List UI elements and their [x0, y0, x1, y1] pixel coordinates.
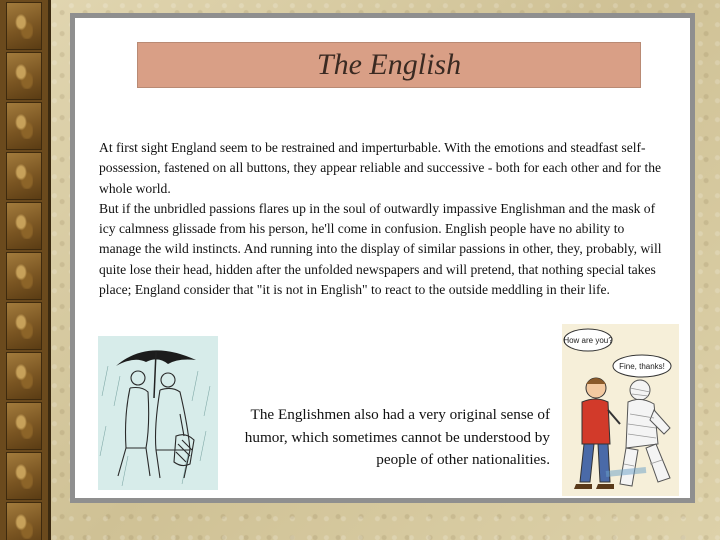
umbrella-couple-illustration: [98, 336, 218, 490]
body-paragraph-2: But if the unbridled passions flares up in the soul of outwardly impassive Englishman and the mask of icy calmness glissade from his person, he'll come in confusion. English people have no ability to manage the wild instincts. And running into the display of similar passions in other, they, probably, will quite lose their head, hidden after the unfolded newspapers and will pretend, that nothing special takes place; England consider that "it is not in English" to react to the outside meddling in their life.: [99, 200, 662, 298]
bubble-fine-thanks: Fine, thanks!: [619, 362, 665, 371]
strip-tile: [6, 102, 42, 150]
strip-tile: [6, 502, 42, 540]
strip-tile: [6, 402, 42, 450]
humor-text: The Englishmen also had a very original sense of humor, which sometimes cannot be understood by people of other nationalities.: [244, 406, 550, 468]
strip-tile: [6, 2, 42, 50]
strip-tile: [6, 302, 42, 350]
strip-tile: [6, 452, 42, 500]
body-paragraph-1: At first sight England seem to be restrained and imperturbable. With the emotions and steadfast self-possession, fastened on all buttons, they appear reliable and successive - both for each other and for the whole world.: [99, 140, 662, 196]
decorative-left-strip: [0, 0, 51, 540]
title-bar: [137, 42, 641, 88]
umbrella-couple-drawing: [98, 336, 218, 490]
cartoon-drawing: [562, 324, 679, 496]
strip-tile: [6, 352, 42, 400]
strip-tile: [6, 202, 42, 250]
slide-content-panel: [70, 13, 695, 503]
strip-tile: [6, 152, 42, 200]
bubble-how-are-you: How are you?: [563, 336, 613, 345]
strip-tile: [6, 252, 42, 300]
how-are-you-cartoon: [562, 324, 679, 496]
strip-tile: [6, 52, 42, 100]
main-text-block: [99, 138, 669, 300]
slide-title: The English: [316, 48, 462, 81]
